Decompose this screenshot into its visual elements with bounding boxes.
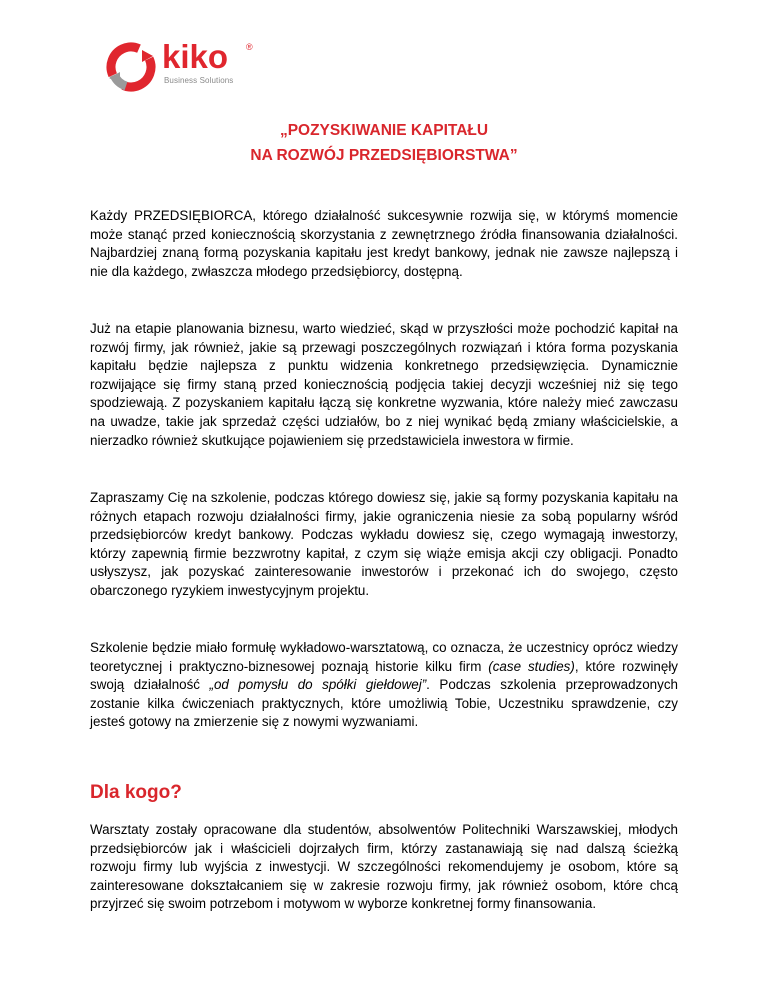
document-title — [0, 118, 768, 168]
kiko-logo — [106, 38, 266, 94]
paragraph-4-emphasis-1: (case studies) — [488, 658, 575, 674]
paragraph-4-text-2: , które rozwinęły swoją działalność — [90, 658, 678, 693]
paragraph-3: Zapraszamy Cię na szkolenie, podczas którego dowiesz się, jakie są formy pozyskania kapitału na różnych etapach rozwoju działalności firmy, jakie ograniczenia niesie za sobą popularny wśród przedsiębiorców kredyt bankowy. Podczas wykładu dowiesz się, czego wymagają inwestorzy, którzy zapewnią firmie bezzwrotny kapitał, z czym się wiąże emisja akcji czy obligacji. Ponadto usłyszysz, jak pozyskać zainteresowanie inwestorów i przekonać ich do swojego, często obarczonego ryzykiem inwestycyjnym projektu. — [90, 490, 678, 598]
paragraph-4-emphasis-2: „od pomysłu do spółki giełdowej” — [209, 677, 427, 693]
registered-mark: ® — [246, 42, 253, 52]
logo-tagline: Business Solutions — [164, 76, 234, 85]
section-paragraph-1: Warsztaty zostały opracowane dla studentów, absolwentów Politechniki Warszawskiej, młodych przedsiębiorców jak i właścicieli dojrzałych firm, którzy zastanawiają się nad dalszą ścieżką rozwoju firmy lub wyjścia z inwestycji. W szczególności rekomendujemy je osobom, które są zainteresowane dokształcaniem się w zakresie rozwoju firmy, jak również osobom, które chcą przyjrzeć się swoim potrzebom i motywom w wyborze konkretnej formy finansowania. — [90, 822, 678, 912]
section-heading: Dla kogo? — [90, 782, 182, 803]
paragraph-4-text-3: . Podczas szkolenia przeprowadzonych zostanie kilka ćwiczeniach praktycznych, które umożliwią Tobie, Uczestniku sprawdzenie, czy jesteś gotowy na zmierzenie się z nowymi wyzwaniami. — [90, 677, 678, 730]
paragraph-4 — [90, 639, 678, 732]
logo-arrows-icon — [106, 42, 156, 92]
paragraph-4-text-1: Szkolenie będzie miało formułę wykładowo-warsztatową, co oznacza, że uczestnicy oprócz wiedzy teoretycznej i praktyczno-biznesowej poznają historie kilku firm — [90, 640, 678, 674]
paragraph-1: Każdy PRZEDSIĘBIORCA, którego działalność sukcesywnie rozwija się, w którymś momencie może stanąć przed koniecznością skorzystania z zewnętrznego źródła finansowania działalności. Najbardziej znaną formą pozyskania kapitału jest kredyt bankowy, jednak nie zawsze najlepszą i nie dla każdego, zwłaszcza młodego przedsiębiorcy, dostępną. — [90, 208, 678, 279]
paragraph-2: Już na etapie planowania biznesu, warto wiedzieć, skąd w przyszłości może pochodzić kapitał na rozwój firmy, jak również, jakie są przewagi poszczególnych rozwiązań i która forma pozyskania kapitału będzie najlepsza z punktu widzenia konkretnego przedsięwzięcia. Dynamicznie rozwijające się firmy staną przed koniecznością podjęcia takiej decyzji wcześniej niż się tego spodziewają. Z pozyskaniem kapitału łączą się konkretne wyzwania, które należy mieć zawczasu na uwadze, takie jak sprzedaż części udziałów, bo z niej wynikać będą zmiany właścicielskie, a nierzadko również skutkujące pojawieniem się przedstawiciela inwestora w firmie. — [90, 321, 678, 448]
title-line-1: „POZYSKIWANIE KAPITAŁU — [279, 122, 489, 139]
title-line-2: NA ROZWÓJ PRZEDSIĘBIORSTWA” — [250, 147, 518, 164]
logo-wordmark: kiko — [162, 38, 229, 75]
